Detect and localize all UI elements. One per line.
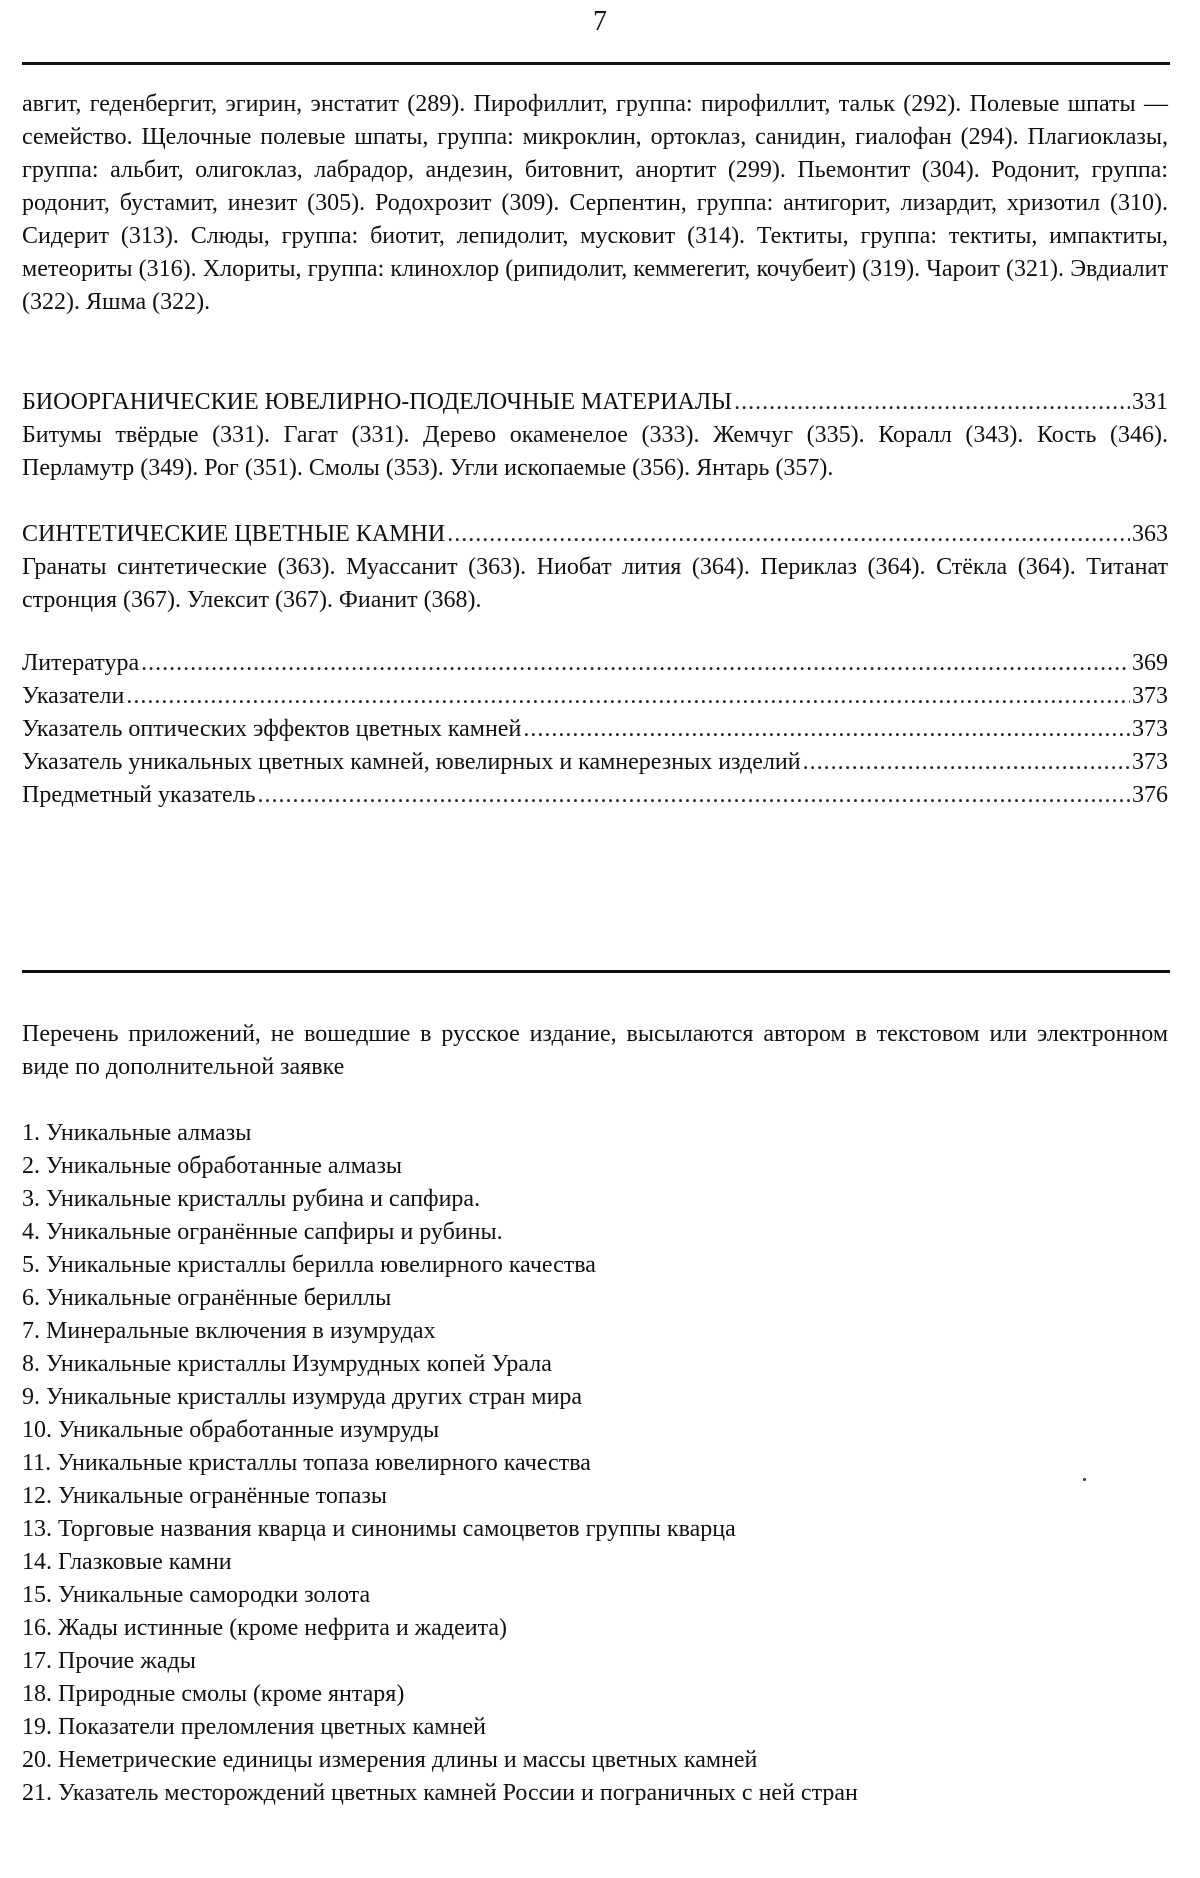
toc-entry-optical-effects-index (22, 713, 1168, 746)
dot-leader (126, 680, 1130, 713)
section-items: Гранаты синтетические (363). Муассанит (363). Ниобат лития (364). Периклаз (364). Стёкла (364). Титанат стронция (367). Улексит (367). Фианит (368). (22, 554, 1168, 613)
section-synthetic (22, 518, 1168, 617)
appendix-item: 14. Глазковые камни (22, 1549, 232, 1575)
section-title: БИООРГАНИЧЕСКИЕ ЮВЕЛИРНО-ПОДЕЛОЧНЫЕ МАТЕРИАЛЫ (22, 389, 733, 415)
toc-entry-page: 376 (1132, 782, 1168, 808)
appendix-item: 16. Жады истинные (кроме нефрита и жадеита) (22, 1615, 508, 1641)
minerals-continuation-paragraph: авгит, геденбергит, эгирин, энстатит (289). Пирофиллит, группа: пирофиллит, тальк (292). Полевые шпаты — семейство. Щелочные полевые шпаты, группа: микроклин, ортоклаз, санидин, гиалофан (294). Плагиоклазы, группа: альбит, олигоклаз, лабрадор, андезин, битовнит, анортит (299). Пьемонтит (304). Родонит, группа: родонит, бустамит, инезит (305). Родохрозит (309). Серпентин, группа: антигорит, лизардит, хризотил (310). Сидерит (313). Слюды, группа: биотит, лепидолит, мусковит (314). Тектиты, группа: тектиты, импактиты, метеориты (316). Хлориты, группа: клинохлор (рипидолит, кеммererит, кочубеит) (319). Чароит (321). Эвдиалит (322). Яшма (322). (22, 91, 1168, 315)
section-heading-bioorganic (22, 386, 1168, 419)
appendix-item: 13. Торговые названия кварца и синонимы самоцветов группы кварца (22, 1516, 736, 1542)
appendix-note: Перечень приложений, не вошедшие в русское издание, высылаются автором в текстовом или электронном виде по дополнительной заявке (22, 1021, 1168, 1080)
appendix-item: 19. Показатели преломления цветных камней (22, 1714, 486, 1740)
dot-leader (734, 386, 1130, 419)
toc-entry-label: Указатель уникальных цветных камней, ювелирных и камнерезных изделий (22, 749, 801, 775)
appendix-item: 4. Уникальные огранённые сапфиры и рубины. (22, 1219, 503, 1245)
toc-entry-page: 373 (1132, 716, 1168, 742)
appendix-item: 20. Неметрические единицы измерения длины и массы цветных камней (22, 1747, 758, 1773)
appendix-item: 1. Уникальные алмазы (22, 1120, 252, 1146)
toc-entry-page: 373 (1132, 683, 1168, 709)
section-page-number: 331 (1132, 389, 1168, 415)
toc-entry-label: Указатель оптических эффектов цветных камней (22, 716, 522, 742)
section-bioorganic (22, 386, 1168, 485)
section-page-number: 363 (1132, 521, 1168, 547)
appendix-item: 15. Уникальные самородки золота (22, 1582, 371, 1608)
appendix-list (22, 1117, 1168, 1810)
appendix-item: 21. Указатель месторождений цветных камней России и пограничных с ней стран (22, 1780, 858, 1806)
back-matter-list (22, 647, 1168, 812)
appendix-item: 2. Уникальные обработанные алмазы (22, 1153, 403, 1179)
toc-entry-label: Литература (22, 650, 140, 676)
section-heading-synthetic (22, 518, 1168, 551)
appendix-item: 18. Природные смолы (кроме янтаря) (22, 1681, 405, 1707)
toc-entry-label: Предметный указатель (22, 782, 256, 808)
page-number: 7 (593, 6, 607, 37)
appendix-item: 6. Уникальные огранённые бериллы (22, 1285, 392, 1311)
appendix-item: 8. Уникальные кристаллы Изумрудных копей Урала (22, 1351, 552, 1377)
dot-leader (803, 746, 1130, 779)
scan-speck (1083, 1478, 1086, 1481)
appendix-item: 7. Минеральные включения в изумрудах (22, 1318, 436, 1344)
dot-leader (141, 647, 1130, 680)
toc-entry-subject-index (22, 779, 1168, 812)
appendix-item: 17. Прочие жады (22, 1648, 196, 1674)
dot-leader (523, 713, 1130, 746)
toc-entry-unique-stones-index (22, 746, 1168, 779)
toc-entry-indexes (22, 680, 1168, 713)
appendix-item: 3. Уникальные кристаллы рубина и сапфира. (22, 1186, 481, 1212)
appendix-item: 9. Уникальные кристаллы изумруда других стран мира (22, 1384, 583, 1410)
appendix-item: 5. Уникальные кристаллы берилла ювелирного качества (22, 1252, 596, 1278)
appendix-item: 11. Уникальные кристаллы топаза ювелирного качества (22, 1450, 591, 1476)
section-divider-rule (22, 970, 1170, 973)
toc-entry-literature (22, 647, 1168, 680)
appendix-item: 12. Уникальные огранённые топазы (22, 1483, 388, 1509)
top-rule (22, 62, 1170, 65)
appendix-item: 10. Уникальные обработанные изумруды (22, 1417, 440, 1443)
toc-entry-page: 373 (1132, 749, 1168, 775)
dot-leader (447, 518, 1130, 551)
section-title: СИНТЕТИЧЕСКИЕ ЦВЕТНЫЕ КАМНИ (22, 521, 446, 547)
toc-entry-label: Указатели (22, 683, 125, 709)
dot-leader (258, 779, 1130, 812)
toc-entry-page: 369 (1132, 650, 1168, 676)
section-items: Битумы твёрдые (331). Гагат (331). Дерево окаменелое (333). Жемчуг (335). Коралл (343). Кость (346). Перламутр (349). Рог (351). Смолы (353). Угли ископаемые (356). Янтарь (357). (22, 422, 1168, 481)
